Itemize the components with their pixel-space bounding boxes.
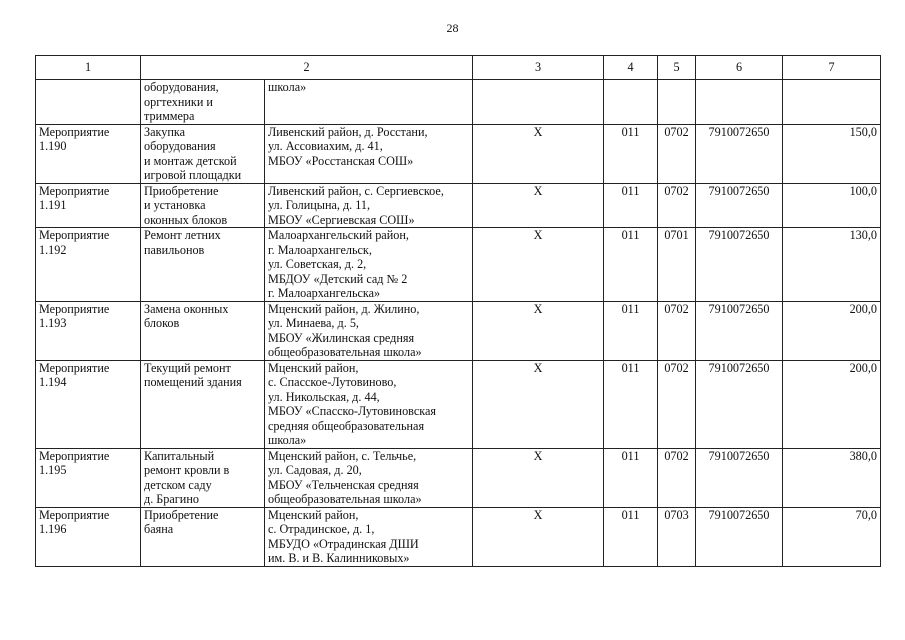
table-row [36, 228, 881, 302]
measure-description: оборудования, оргтехники и триммера [141, 80, 265, 125]
measure-location: Мценский район, с. Спасское-Лутовиново, ул. Никольская, д. 44, МБОУ «Спасско-Лутовиновская средняя общеобразовательная школа» [265, 360, 473, 448]
measure-description: Закупка оборудования и монтаж детской игровой площадки [141, 124, 265, 183]
table-row [36, 80, 881, 125]
header-row [36, 56, 881, 80]
header-col-6: 6 [696, 56, 783, 80]
measure-name: Мероприятие 1.190 [36, 124, 141, 183]
col6-code: 7910072650 [696, 448, 783, 507]
measure-location: Малоархангельский район, г. Малоархангельск, ул. Советская, д. 2, МБДОУ «Детский сад № 2 г. Малоархангельска» [265, 228, 473, 302]
measure-location: Мценский район, с. Отрадинское, д. 1, МБУДО «Отрадинская ДШИ им. В. и В. Калинниковых» [265, 507, 473, 566]
col3-mark: Х [473, 124, 604, 183]
col6-code: 7910072650 [696, 301, 783, 360]
measure-name: Мероприятие 1.196 [36, 507, 141, 566]
col5-code: 0702 [658, 448, 696, 507]
col3-mark: Х [473, 360, 604, 448]
amount: 200,0 [783, 360, 881, 448]
amount: 130,0 [783, 228, 881, 302]
measure-location: Мценский район, д. Жилино, ул. Минаева, д. 5, МБОУ «Жилинская средняя общеобразовательная школа» [265, 301, 473, 360]
amount: 100,0 [783, 183, 881, 228]
col4-code: 011 [604, 228, 658, 302]
header-col-7: 7 [783, 56, 881, 80]
budget-table [35, 55, 881, 567]
col5-code: 0702 [658, 183, 696, 228]
col4-code: 011 [604, 448, 658, 507]
col4-code: 011 [604, 183, 658, 228]
table-row [36, 360, 881, 448]
table-row [36, 183, 881, 228]
measure-description: Приобретение и установка оконных блоков [141, 183, 265, 228]
col4-code [604, 80, 658, 125]
measure-location: Ливенский район, д. Росстани, ул. Ассовиахим, д. 41, МБОУ «Росстанская СОШ» [265, 124, 473, 183]
col4-code: 011 [604, 507, 658, 566]
col5-code: 0702 [658, 124, 696, 183]
col5-code: 0702 [658, 360, 696, 448]
col6-code: 7910072650 [696, 183, 783, 228]
table-row [36, 301, 881, 360]
col4-code: 011 [604, 124, 658, 183]
col3-mark: Х [473, 183, 604, 228]
amount: 150,0 [783, 124, 881, 183]
col4-code: 011 [604, 360, 658, 448]
measure-name: Мероприятие 1.194 [36, 360, 141, 448]
col6-code: 7910072650 [696, 507, 783, 566]
col3-mark: Х [473, 301, 604, 360]
amount [783, 80, 881, 125]
col3-mark: Х [473, 228, 604, 302]
col3-mark [473, 80, 604, 125]
measure-name: Мероприятие 1.193 [36, 301, 141, 360]
measure-location: Мценский район, с. Тельчье, ул. Садовая, д. 20, МБОУ «Тельченская средняя общеобразовательная школа» [265, 448, 473, 507]
col4-code: 011 [604, 301, 658, 360]
measure-description: Текущий ремонт помещений здания [141, 360, 265, 448]
header-col-3: 3 [473, 56, 604, 80]
header-col-2: 2 [141, 56, 473, 80]
table-row [36, 124, 881, 183]
measure-description: Приобретение баяна [141, 507, 265, 566]
col6-code [696, 80, 783, 125]
measure-location: школа» [265, 80, 473, 125]
col5-code [658, 80, 696, 125]
measure-name: Мероприятие 1.191 [36, 183, 141, 228]
amount: 200,0 [783, 301, 881, 360]
header-col-4: 4 [604, 56, 658, 80]
measure-name [36, 80, 141, 125]
measure-description: Ремонт летних павильонов [141, 228, 265, 302]
measure-name: Мероприятие 1.195 [36, 448, 141, 507]
col6-code: 7910072650 [696, 228, 783, 302]
measure-description: Капитальный ремонт кровли в детском саду д. Брагино [141, 448, 265, 507]
col3-mark: Х [473, 507, 604, 566]
header-col-1: 1 [36, 56, 141, 80]
measure-description: Замена оконных блоков [141, 301, 265, 360]
table-row [36, 507, 881, 566]
col6-code: 7910072650 [696, 124, 783, 183]
amount: 380,0 [783, 448, 881, 507]
header-col-5: 5 [658, 56, 696, 80]
col5-code: 0702 [658, 301, 696, 360]
measure-location: Ливенский район, с. Сергиевское, ул. Голицына, д. 11, МБОУ «Сергиевская СОШ» [265, 183, 473, 228]
page-number: 28 [446, 21, 459, 35]
col5-code: 0703 [658, 507, 696, 566]
amount: 70,0 [783, 507, 881, 566]
measure-name: Мероприятие 1.192 [36, 228, 141, 302]
col6-code: 7910072650 [696, 360, 783, 448]
table-row [36, 448, 881, 507]
col5-code: 0701 [658, 228, 696, 302]
col3-mark: Х [473, 448, 604, 507]
